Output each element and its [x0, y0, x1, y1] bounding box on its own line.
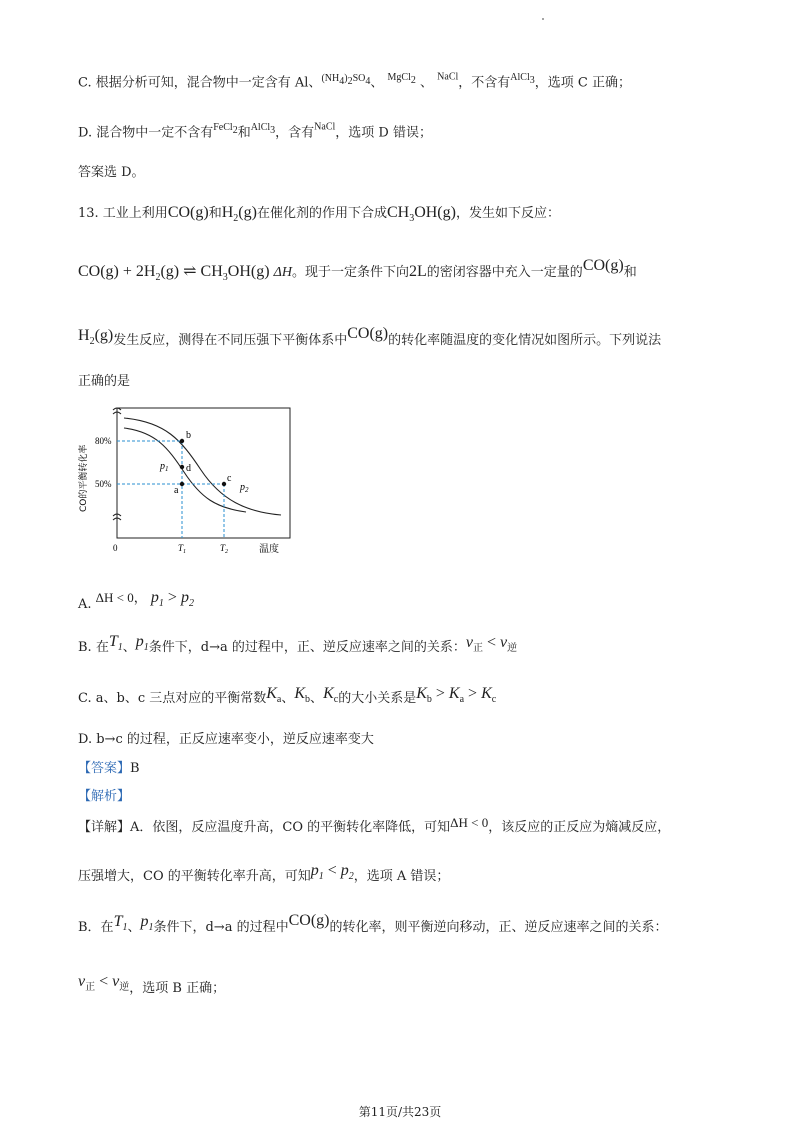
point-a — [180, 482, 184, 486]
label-p2: $p_2$ — [240, 482, 249, 494]
formula-co: CO(g) — [167, 204, 209, 221]
formula-ch3oh: $CH_3OH(g)$ — [386, 204, 456, 225]
point-c — [222, 482, 226, 486]
p1-symbol: $p_1$ — [135, 633, 149, 654]
conversion-vs-temperature-figure — [76, 400, 306, 560]
text: ，选项 C 正确； — [534, 75, 631, 91]
text: ，不含有 — [458, 75, 511, 91]
formula-co: CO(g) — [582, 257, 624, 274]
formula-h2: $H_2(g)$ — [221, 204, 257, 225]
formula-mgcl2: MgCl2 — [387, 72, 416, 86]
text: ，选项 D 错误； — [335, 125, 432, 141]
formula-co: CO(g) — [288, 912, 330, 929]
tick-50: 50% — [95, 479, 112, 489]
detail-line-2: 压强增大，CO 的平衡转化率升高，可知$p_1 < p_2$，选项 A 错误； — [78, 862, 450, 884]
y-axis-label: CO的平衡转化率 — [79, 444, 89, 512]
formula-h2: $H_2(g)$ — [78, 327, 114, 348]
question-13-line-4: 正确的是 — [78, 374, 131, 389]
k-relation: $K_b > K_a > K_c$ — [416, 685, 497, 706]
curve-p2 — [124, 418, 281, 515]
t1-symbol: $T_1$ — [108, 633, 123, 654]
answer-line — [78, 759, 730, 779]
option-b: B. 在$T_1$、$p_1$条件下，d→a 的过程中，正、逆反应速率之间的关系：$v_正 < v_逆$ — [78, 633, 518, 655]
detail-line-1: 【详解】A．依图，反应温度升高，CO 的平衡转化率降低，可知ΔH < 0，该反应的正反应为熵减反应， — [78, 815, 671, 835]
x-axis-label: 温度 — [259, 544, 279, 555]
option-a: A. ΔH < 0， $p_1 > p_2$ — [78, 589, 194, 612]
pressure-relation: $p_1 < p_2$ — [310, 862, 354, 883]
answer-d-line: 答案选 D。 — [78, 165, 145, 180]
delta-h-inequality: ΔH < 0 — [450, 815, 489, 830]
point-d — [180, 465, 184, 469]
question-13-line-1: 13. 工业上利用CO(g)和$H_2(g)$在催化剂的作用下合成$CH_3OH(g)$，发生如下反应： — [78, 204, 560, 225]
pressure-relation: $p_1 > p_2$ — [150, 589, 194, 610]
formula-nacl: NaCl — [437, 72, 459, 83]
label-b: b — [186, 430, 191, 441]
analysis-tag: 【解析】 — [78, 789, 131, 804]
origin: 0 — [113, 543, 118, 553]
p1-symbol: $p_1$ — [140, 913, 154, 934]
point-b — [180, 439, 184, 443]
text: 、 — [420, 75, 434, 91]
formula-alcl3: AlCl3 — [510, 72, 535, 86]
ka: $K_a$ — [266, 685, 282, 706]
tick-t2: $T_2$ — [220, 543, 229, 555]
text: C. 根据分析可知，混合物中一定含有 Al、 — [78, 75, 322, 91]
option-c-analysis-line — [78, 68, 730, 93]
detail-line-4: $v_正 < v_逆$，选项 B 正确； — [78, 973, 226, 996]
rate-relation: $v_正 < v_逆$ — [78, 973, 130, 994]
formula-co: CO(g) — [347, 325, 389, 342]
rate-relation: $v_正 < v_逆$ — [465, 634, 518, 655]
t1-symbol: $T_1$ — [113, 913, 128, 934]
tick-t1: $T_1$ — [178, 543, 187, 555]
delta-h-inequality: ΔH < 0 — [95, 590, 134, 605]
text: 、 — [370, 75, 384, 91]
formula-alcl3: AlCl3 — [250, 122, 276, 136]
option-d-analysis-line — [78, 118, 730, 143]
text: ，含有 — [275, 125, 315, 141]
tick-80: 80% — [95, 436, 112, 446]
question-13-line-3: $H_2(g)$发生反应，测得在不同压强下平衡体系中CO(g)的转化率随温度的变化情况如图所示。下列说法 — [78, 325, 662, 348]
label-a: a — [174, 485, 179, 496]
kb: $K_b$ — [294, 685, 311, 706]
volume: 2L — [409, 263, 427, 280]
formula-nh4-so4: (NH4)2SO4 — [321, 73, 371, 87]
delta-h: ΔH — [273, 265, 292, 280]
page-footer: 第11页/共23页 — [358, 1105, 442, 1119]
answer-tag: 【答案】 — [78, 761, 131, 776]
formula-nacl: NaCl — [314, 122, 336, 133]
page-speck — [542, 18, 544, 20]
reaction-equation: $CO(g) + 2H_2(g)$ ⇌ $CH_3OH(g)$ — [78, 263, 270, 284]
label-d: d — [186, 463, 191, 474]
question-13-line-2: $CO(g) + 2H_2(g)$ ⇌ $CH_3OH(g)$ ΔH。现于一定条件下向2L的密闭容器中充入一定量的CO(g)和 — [78, 257, 637, 284]
option-d: D. b→c 的过程，正反应速率变小，逆反应速率变大 — [78, 732, 374, 747]
detail-line-3: B．在$T_1$、$p_1$条件下，d→a 的过程中CO(g)的转化率，则平衡逆向移动，正、逆反应速率之间的关系： — [78, 912, 668, 935]
label-c: c — [227, 473, 232, 484]
kc: $K_c$ — [323, 685, 339, 706]
label-p1: $p_1$ — [160, 461, 169, 473]
option-c: C. a、b、c 三点对应的平衡常数$K_a$、$K_b$、$K_c$的大小关系是$K_b > K_a > K_c$ — [78, 685, 497, 706]
answer-value: B — [130, 761, 140, 776]
text: D. 混合物中一定不含有 — [78, 125, 214, 141]
text: 和 — [237, 125, 251, 141]
formula-fecl2: FeCl2 — [213, 122, 238, 136]
